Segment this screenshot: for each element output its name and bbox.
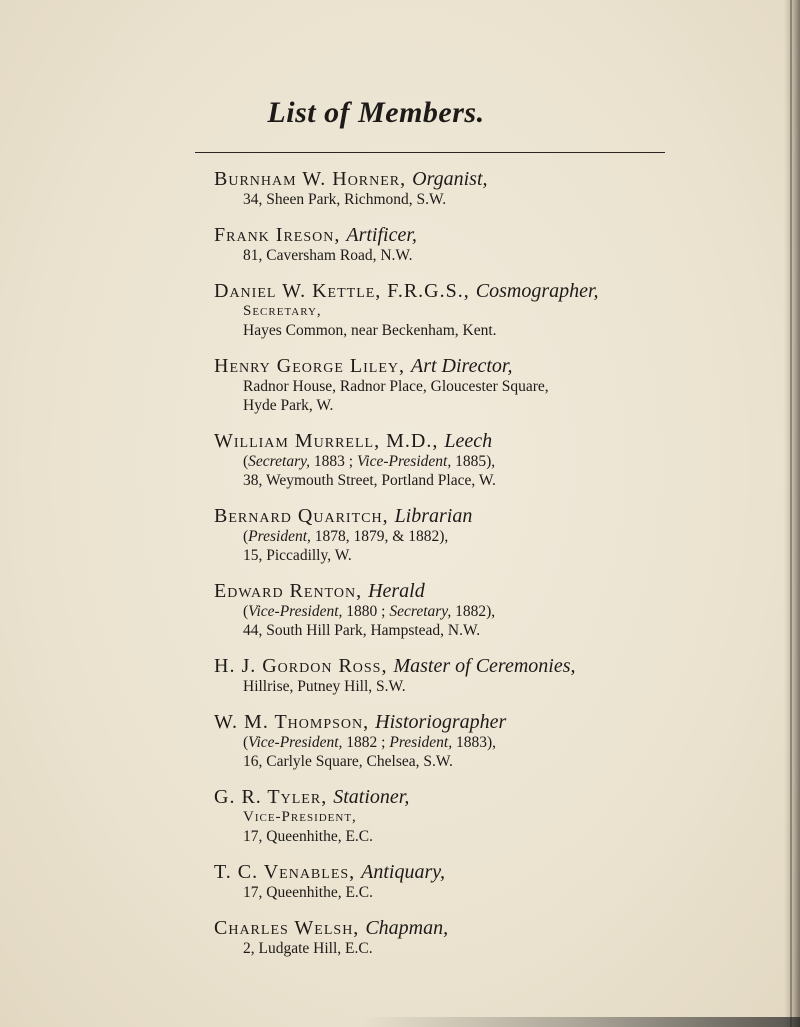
paren: ( (243, 453, 249, 470)
member-entry (214, 580, 684, 640)
member-heading (214, 505, 684, 527)
page-edge-line (790, 0, 792, 1027)
member-name: Charles Welsh, (214, 917, 360, 939)
office-years: 1880 ; (342, 603, 390, 620)
member-heading (214, 168, 684, 190)
member-heading (214, 355, 684, 377)
member-name: Frank Ireson, (214, 224, 341, 246)
member-entry (214, 505, 684, 565)
office-years: 1882 ; (342, 734, 390, 751)
member-role: Librarian (394, 505, 473, 527)
member-entry (214, 786, 684, 846)
office-years: 1882), (451, 603, 496, 620)
member-offices-held (214, 602, 684, 621)
member-heading (214, 430, 684, 452)
member-address-line: 15, Piccadilly, W. (243, 547, 352, 564)
member-name: W. M. Thompson, (214, 711, 370, 733)
member-address-line: Radnor House, Radnor Place, Gloucester Square, (243, 378, 549, 395)
member-role: Stationer, (333, 786, 410, 808)
member-entry (214, 861, 684, 902)
member-name: T. C. Venables, (214, 861, 356, 883)
member-heading (214, 861, 684, 883)
member-entry (214, 430, 684, 490)
member-name: Burnham W. Horner, (214, 168, 407, 190)
member-role: Herald (368, 580, 425, 602)
member-name: Henry George Liley, (214, 355, 405, 377)
member-address-line: 34, Sheen Park, Richmond, S.W. (243, 191, 447, 208)
bottom-smudge (360, 1017, 800, 1027)
member-office: Vice-President, (243, 809, 357, 825)
office-title: President, (248, 528, 311, 545)
member-heading (214, 280, 684, 302)
office-years: 1883), (452, 734, 496, 751)
member-office: Secretary, (243, 303, 322, 319)
page-edge-shadow (784, 0, 800, 1027)
member-name: William Murrell, M.D., (214, 430, 439, 452)
office-title: Vice-President, (356, 453, 452, 470)
member-heading (214, 580, 684, 602)
member-role: Art Director, (410, 355, 513, 377)
member-list (214, 168, 684, 973)
office-title: Secretary, (248, 453, 311, 470)
member-entry (214, 917, 684, 958)
page-title: List of Members. (267, 96, 485, 129)
member-address-line: Hyde Park, W. (243, 397, 334, 414)
member-entry (214, 168, 684, 209)
title-rule (195, 152, 665, 153)
member-heading (214, 711, 684, 733)
member-role: Leech (444, 430, 493, 452)
paren: ( (243, 603, 249, 620)
member-entry (214, 655, 684, 696)
member-entry (214, 224, 684, 265)
member-address-line: 44, South Hill Park, Hampstead, N.W. (243, 622, 481, 639)
member-offices-held (214, 527, 684, 546)
paren: ( (243, 528, 249, 545)
office-years: 1883 ; (310, 453, 357, 470)
member-entry (214, 280, 684, 340)
office-years: 1885), (451, 453, 496, 470)
member-offices-held (214, 452, 684, 471)
member-role: Organist, (412, 168, 488, 190)
member-role: Chapman, (365, 917, 449, 939)
member-name: Edward Renton, (214, 580, 363, 602)
member-heading (214, 224, 684, 246)
office-title: Secretary, (389, 603, 452, 620)
member-address-line: 17, Queenhithe, E.C. (243, 828, 374, 845)
member-address-line: 38, Weymouth Street, Portland Place, W. (243, 472, 496, 489)
member-heading (214, 655, 684, 677)
member-role: Antiquary, (361, 861, 446, 883)
member-offices-held (214, 733, 684, 752)
member-address-line: 2, Ludgate Hill, E.C. (243, 940, 373, 957)
office-title: Vice-President, (248, 734, 343, 751)
member-name: G. R. Tyler, (214, 786, 328, 808)
paren: ( (243, 734, 249, 751)
member-address-line: Hillrise, Putney Hill, S.W. (243, 678, 406, 695)
member-address-line: 17, Queenhithe, E.C. (243, 884, 374, 901)
office-title: Vice-President, (248, 603, 343, 620)
member-role: Artificer, (346, 224, 417, 246)
office-years: 1878, 1879, & 1882), (310, 528, 449, 545)
member-heading (214, 786, 684, 808)
member-address-line: 16, Carlyle Square, Chelsea, S.W. (243, 753, 453, 770)
office-title: President, (389, 734, 453, 751)
member-entry (214, 711, 684, 771)
member-role: Historiographer (375, 711, 507, 733)
member-name: Daniel W. Kettle, F.R.G.S., (214, 280, 470, 302)
member-address-line: Hayes Common, near Beckenham, Kent. (243, 322, 497, 339)
member-name: Bernard Quaritch, (214, 505, 389, 527)
member-heading (214, 917, 684, 939)
member-name: H. J. Gordon Ross, (214, 655, 388, 677)
member-role: Cosmographer, (475, 280, 599, 302)
member-entry (214, 355, 684, 415)
member-role: Master of Ceremonies, (393, 655, 576, 677)
member-address-line: 81, Caversham Road, N.W. (243, 247, 413, 264)
